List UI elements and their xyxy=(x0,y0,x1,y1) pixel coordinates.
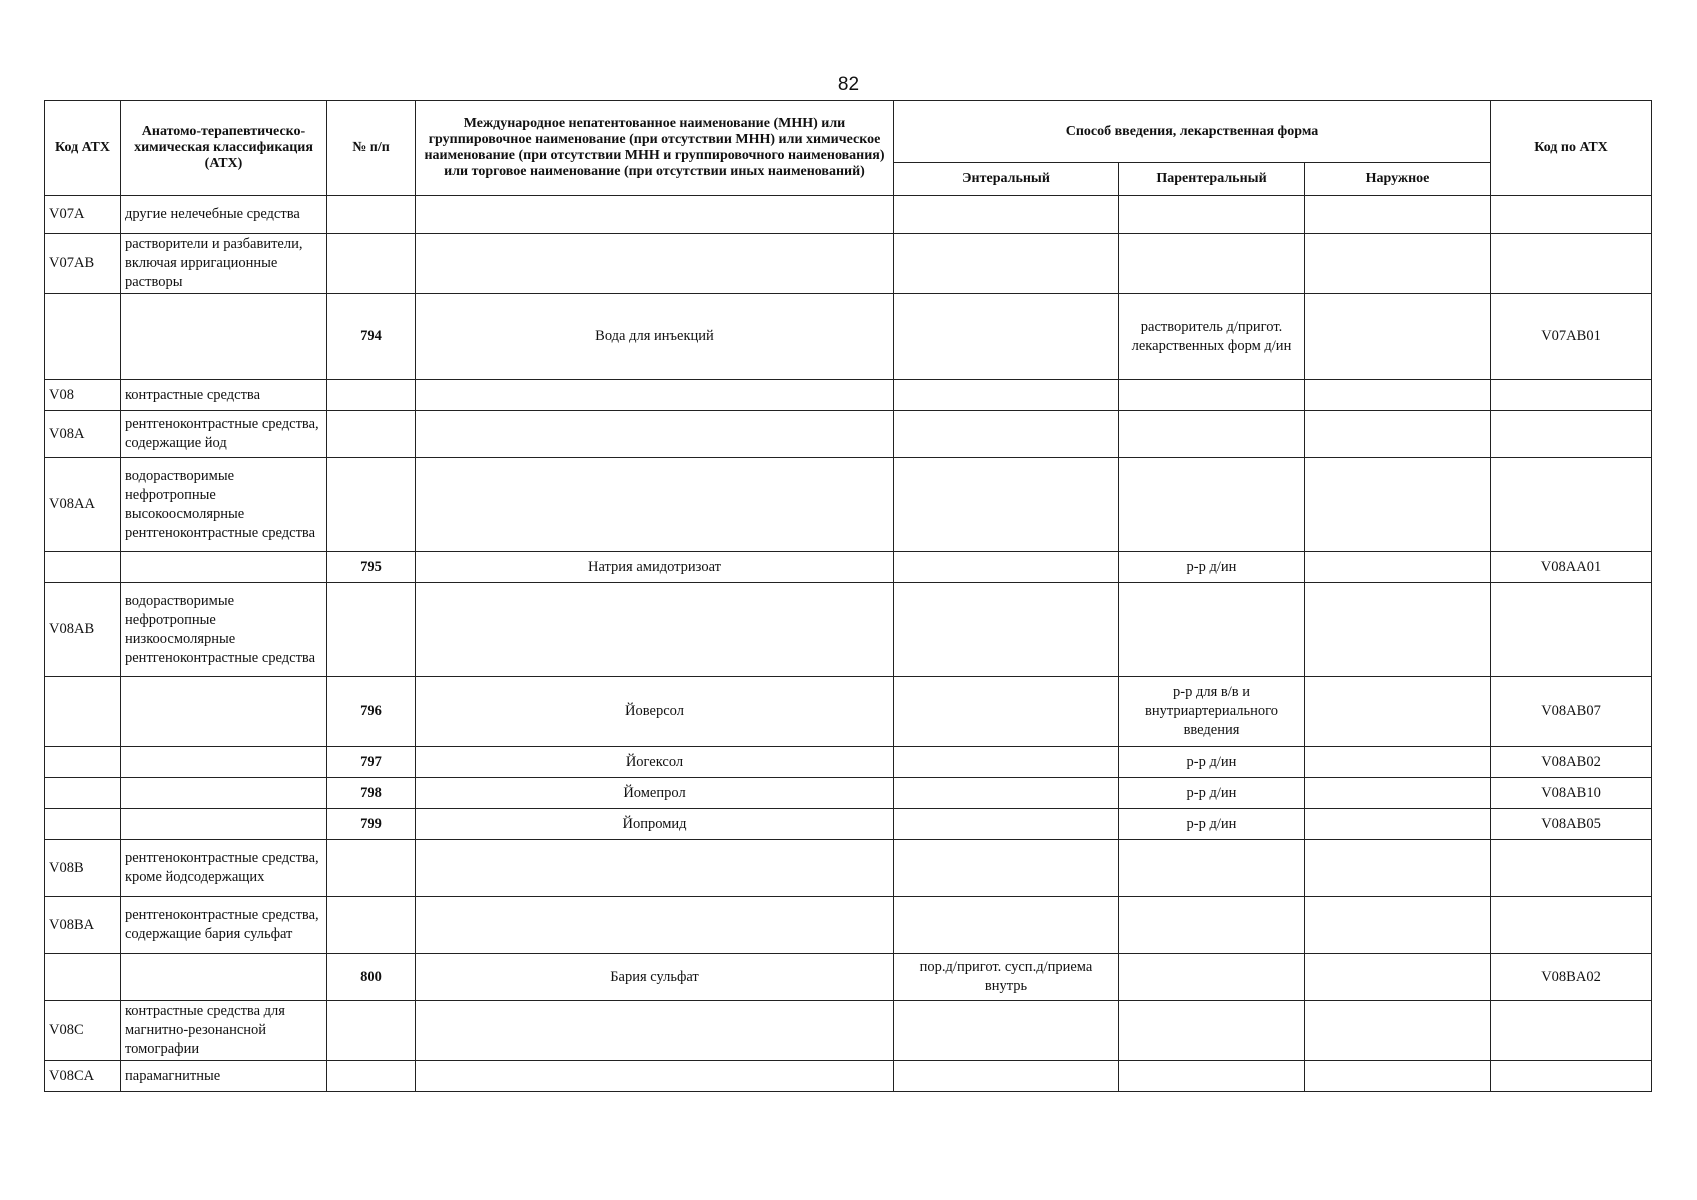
classification-cell: водорастворимые нефротропные высокоосмолярные рентгеноконтрастные средства xyxy=(121,458,327,552)
external-cell xyxy=(1305,1001,1491,1061)
enteral-cell xyxy=(894,458,1119,552)
classification-cell: другие нелечебные средства xyxy=(121,196,327,234)
table-row xyxy=(45,552,1652,583)
classification-cell: рентгеноконтрастные средства, содержащие йод xyxy=(121,411,327,458)
atc-ref-cell xyxy=(1491,458,1652,552)
atc-ref-cell: V08BA02 xyxy=(1491,954,1652,1001)
table-row xyxy=(45,897,1652,954)
header-atc-code: Код АТХ xyxy=(45,101,121,196)
enteral-cell xyxy=(894,234,1119,294)
table-row xyxy=(45,380,1652,411)
table-row xyxy=(45,294,1652,380)
number-cell xyxy=(327,583,416,677)
parenteral-cell xyxy=(1119,234,1305,294)
enteral-cell xyxy=(894,840,1119,897)
atc-ref-cell xyxy=(1491,1061,1652,1092)
number-cell xyxy=(327,840,416,897)
page-number: 82 xyxy=(837,74,860,95)
atc-code-cell xyxy=(45,552,121,583)
table-row xyxy=(45,809,1652,840)
name-cell xyxy=(416,234,894,294)
table-row xyxy=(45,1061,1652,1092)
atc-ref-cell: V07AB01 xyxy=(1491,294,1652,380)
number-cell xyxy=(327,380,416,411)
atc-ref-cell xyxy=(1491,234,1652,294)
name-cell xyxy=(416,583,894,677)
classification-cell: рентгеноконтрастные средства, содержащие бария сульфат xyxy=(121,897,327,954)
parenteral-cell xyxy=(1119,840,1305,897)
name-cell xyxy=(416,1061,894,1092)
name-cell xyxy=(416,1001,894,1061)
parenteral-cell: р-р для в/в и внутриартериального введения xyxy=(1119,677,1305,747)
name-cell xyxy=(416,840,894,897)
number-cell xyxy=(327,234,416,294)
atc-code-cell: V08BA xyxy=(45,897,121,954)
enteral-cell xyxy=(894,778,1119,809)
number-cell xyxy=(327,897,416,954)
external-cell xyxy=(1305,234,1491,294)
enteral-cell xyxy=(894,380,1119,411)
name-cell: Йопромид xyxy=(416,809,894,840)
external-cell xyxy=(1305,897,1491,954)
external-cell xyxy=(1305,954,1491,1001)
number-cell xyxy=(327,1001,416,1061)
atc-ref-cell xyxy=(1491,897,1652,954)
external-cell xyxy=(1305,552,1491,583)
atc-code-cell xyxy=(45,809,121,840)
name-cell: Бария сульфат xyxy=(416,954,894,1001)
external-cell xyxy=(1305,294,1491,380)
atc-ref-cell: V08AB02 xyxy=(1491,747,1652,778)
enteral-cell xyxy=(894,196,1119,234)
enteral-cell xyxy=(894,411,1119,458)
external-cell xyxy=(1305,458,1491,552)
name-cell: Йогексол xyxy=(416,747,894,778)
atc-code-cell: V07A xyxy=(45,196,121,234)
external-cell xyxy=(1305,1061,1491,1092)
number-cell: 798 xyxy=(327,778,416,809)
name-cell xyxy=(416,411,894,458)
atc-ref-cell xyxy=(1491,380,1652,411)
enteral-cell xyxy=(894,677,1119,747)
parenteral-cell xyxy=(1119,954,1305,1001)
enteral-cell xyxy=(894,897,1119,954)
atc-code-cell xyxy=(45,294,121,380)
parenteral-cell xyxy=(1119,380,1305,411)
table-row xyxy=(45,411,1652,458)
table-row xyxy=(45,196,1652,234)
table-row xyxy=(45,778,1652,809)
parenteral-cell: р-р д/ин xyxy=(1119,747,1305,778)
atc-code-cell xyxy=(45,747,121,778)
atc-code-cell xyxy=(45,778,121,809)
parenteral-cell xyxy=(1119,458,1305,552)
classification-cell: парамагнитные xyxy=(121,1061,327,1092)
table-row xyxy=(45,677,1652,747)
name-cell xyxy=(416,897,894,954)
atc-ref-cell: V08AB10 xyxy=(1491,778,1652,809)
number-cell: 795 xyxy=(327,552,416,583)
number-cell xyxy=(327,196,416,234)
atc-ref-cell: V08AB05 xyxy=(1491,809,1652,840)
table-row xyxy=(45,747,1652,778)
parenteral-cell: растворитель д/пригот. лекарственных форм д/ин xyxy=(1119,294,1305,380)
enteral-cell xyxy=(894,583,1119,677)
atc-code-cell: V08B xyxy=(45,840,121,897)
table-row xyxy=(45,583,1652,677)
parenteral-cell xyxy=(1119,411,1305,458)
drug-registry-table xyxy=(44,100,1652,1092)
classification-cell xyxy=(121,809,327,840)
classification-cell xyxy=(121,552,327,583)
classification-cell: растворители и разбавители, включая ирригационные растворы xyxy=(121,234,327,294)
atc-code-cell: V08AB xyxy=(45,583,121,677)
table-header xyxy=(45,101,1652,196)
name-cell: Натрия амидотризоат xyxy=(416,552,894,583)
external-cell xyxy=(1305,196,1491,234)
name-cell: Йомепрол xyxy=(416,778,894,809)
parenteral-cell xyxy=(1119,897,1305,954)
atc-code-cell: V08A xyxy=(45,411,121,458)
enteral-cell xyxy=(894,747,1119,778)
classification-cell xyxy=(121,294,327,380)
name-cell xyxy=(416,458,894,552)
external-cell xyxy=(1305,840,1491,897)
atc-ref-cell xyxy=(1491,1001,1652,1061)
atc-ref-cell xyxy=(1491,583,1652,677)
enteral-cell: пор.д/пригот. сусп.д/приема внутрь xyxy=(894,954,1119,1001)
number-cell: 800 xyxy=(327,954,416,1001)
table-row xyxy=(45,234,1652,294)
external-cell xyxy=(1305,778,1491,809)
external-cell xyxy=(1305,677,1491,747)
name-cell: Йоверсол xyxy=(416,677,894,747)
external-cell xyxy=(1305,747,1491,778)
number-cell xyxy=(327,1061,416,1092)
classification-cell: рентгеноконтрастные средства, кроме йодсодержащих xyxy=(121,840,327,897)
table-body xyxy=(45,196,1652,1092)
header-number: № п/п xyxy=(327,101,416,196)
parenteral-cell xyxy=(1119,1061,1305,1092)
atc-code-cell xyxy=(45,954,121,1001)
parenteral-cell xyxy=(1119,196,1305,234)
header-name: Международное непатентованное наименование (МНН) или группировочное наименование (при отсутствии МНН) или химическое наименование (при отсутствии МНН и группировочного наименования) или торговое наименование (при отсутствии иных наименований) xyxy=(416,101,894,196)
header-route-group: Способ введения, лекарственная форма xyxy=(894,101,1491,163)
enteral-cell xyxy=(894,1061,1119,1092)
header-external: Наружное xyxy=(1305,163,1491,196)
external-cell xyxy=(1305,583,1491,677)
number-cell: 796 xyxy=(327,677,416,747)
enteral-cell xyxy=(894,552,1119,583)
classification-cell: водорастворимые нефротропные низкоосмолярные рентгеноконтрастные средства xyxy=(121,583,327,677)
parenteral-cell xyxy=(1119,1001,1305,1061)
atc-code-cell: V08 xyxy=(45,380,121,411)
name-cell: Вода для инъекций xyxy=(416,294,894,380)
atc-code-cell: V08AA xyxy=(45,458,121,552)
number-cell xyxy=(327,458,416,552)
enteral-cell xyxy=(894,294,1119,380)
classification-cell: контрастные средства для магнитно-резонансной томографии xyxy=(121,1001,327,1061)
atc-ref-cell xyxy=(1491,840,1652,897)
header-classification: Анатомо-терапевтическо-химическая классификация (АТХ) xyxy=(121,101,327,196)
table-row xyxy=(45,954,1652,1001)
parenteral-cell xyxy=(1119,583,1305,677)
atc-ref-cell: V08AB07 xyxy=(1491,677,1652,747)
name-cell xyxy=(416,196,894,234)
header-enteral: Энтеральный xyxy=(894,163,1119,196)
header-parenteral: Парентеральный xyxy=(1119,163,1305,196)
classification-cell xyxy=(121,778,327,809)
external-cell xyxy=(1305,809,1491,840)
table-row xyxy=(45,458,1652,552)
atc-ref-cell: V08AA01 xyxy=(1491,552,1652,583)
external-cell xyxy=(1305,411,1491,458)
atc-ref-cell xyxy=(1491,196,1652,234)
number-cell: 797 xyxy=(327,747,416,778)
atc-code-cell: V07AB xyxy=(45,234,121,294)
enteral-cell xyxy=(894,1001,1119,1061)
atc-code-cell xyxy=(45,677,121,747)
classification-cell: контрастные средства xyxy=(121,380,327,411)
external-cell xyxy=(1305,380,1491,411)
atc-code-cell: V08C xyxy=(45,1001,121,1061)
parenteral-cell: р-р д/ин xyxy=(1119,552,1305,583)
atc-code-cell: V08CA xyxy=(45,1061,121,1092)
table-row xyxy=(45,1001,1652,1061)
atc-ref-cell xyxy=(1491,411,1652,458)
parenteral-cell: р-р д/ин xyxy=(1119,809,1305,840)
header-atc-ref: Код по АТХ xyxy=(1491,101,1652,196)
table-row xyxy=(45,840,1652,897)
classification-cell xyxy=(121,677,327,747)
enteral-cell xyxy=(894,809,1119,840)
parenteral-cell: р-р д/ин xyxy=(1119,778,1305,809)
name-cell xyxy=(416,380,894,411)
number-cell: 794 xyxy=(327,294,416,380)
number-cell: 799 xyxy=(327,809,416,840)
number-cell xyxy=(327,411,416,458)
classification-cell xyxy=(121,747,327,778)
classification-cell xyxy=(121,954,327,1001)
